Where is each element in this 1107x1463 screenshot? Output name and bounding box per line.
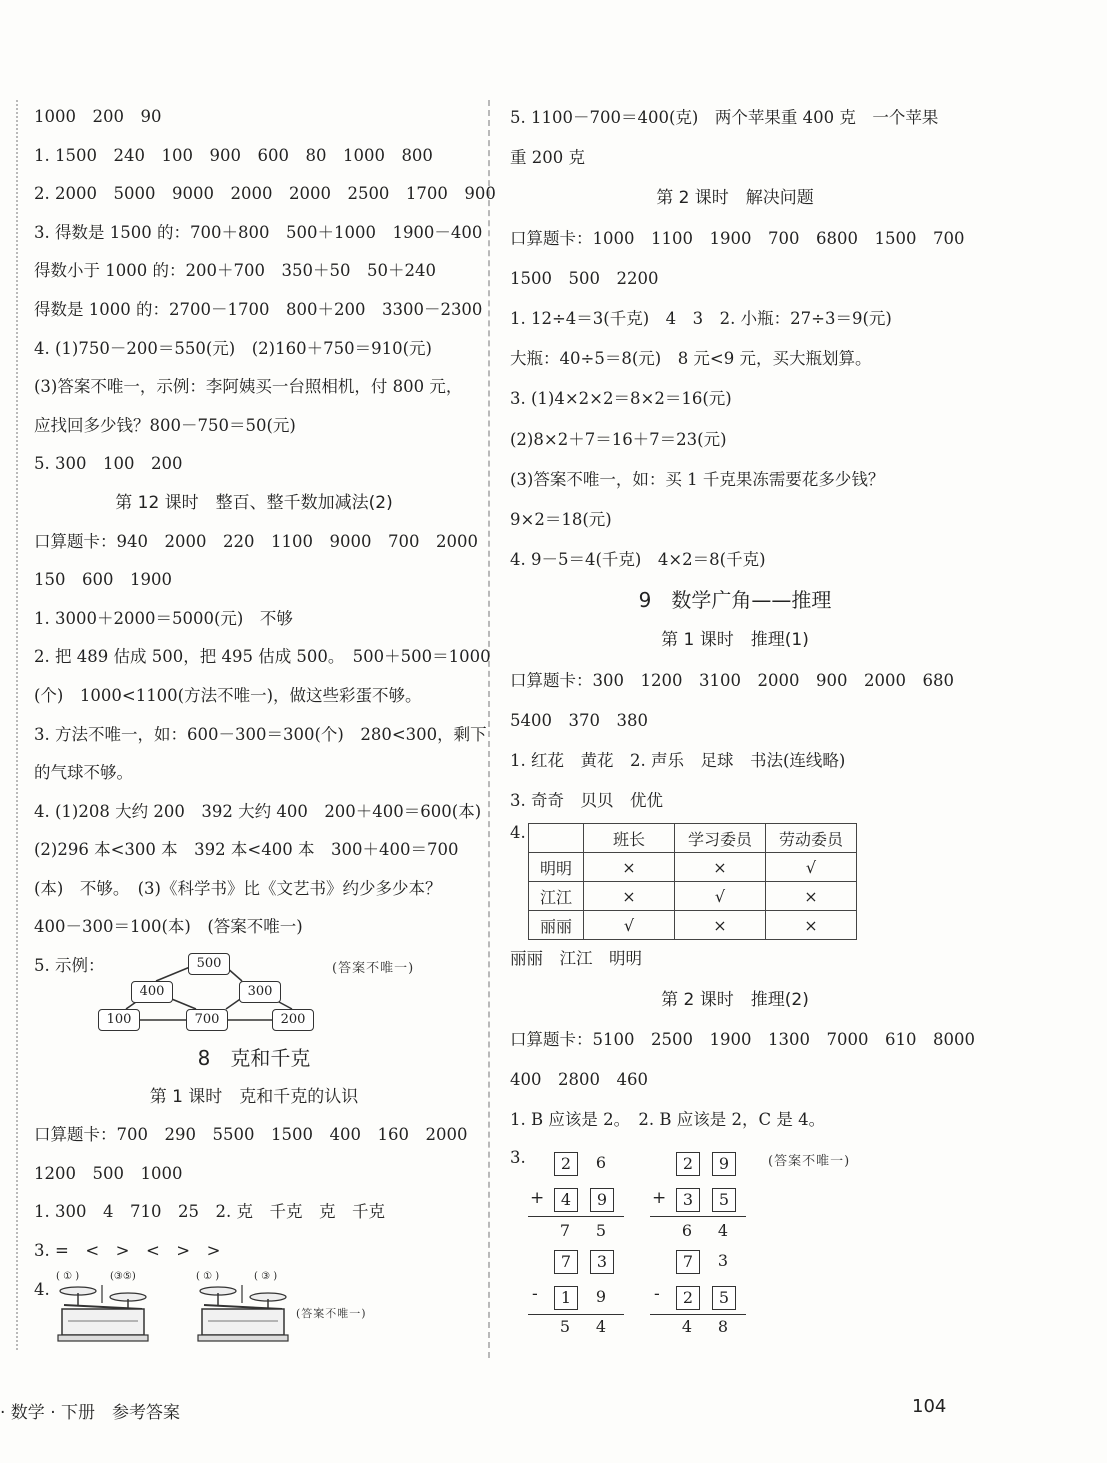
page-number: 104 bbox=[912, 1396, 947, 1417]
row-header: 明明 bbox=[529, 853, 584, 882]
answer-line: 4. 9－5＝4(千克) 4×2＝8(千克) bbox=[510, 550, 766, 570]
table-header-row bbox=[529, 824, 857, 853]
answer-line: 5. 1100－700＝400(克) 两个苹果重 400 克 一个苹果 bbox=[510, 108, 939, 127]
digit: 4 bbox=[681, 1317, 693, 1337]
answer-line: 1500 500 2200 bbox=[510, 268, 659, 288]
digit: 6 bbox=[595, 1153, 607, 1173]
chapter-8-heading: 8 克和千克 bbox=[197, 1046, 311, 1071]
answer-line: 5. 300 100 200 bbox=[34, 454, 183, 474]
blank-digit: 5 bbox=[712, 1188, 736, 1212]
number-tree bbox=[96, 953, 321, 1031]
answer-line: 400－300＝100(本) (答案不唯一) bbox=[34, 917, 303, 937]
answer-line: 1. 红花 黄花 2. 声乐 足球 书法(连线略) bbox=[510, 751, 846, 770]
digit: 8 bbox=[717, 1317, 729, 1337]
q5-note: (答案不唯一) bbox=[332, 961, 415, 977]
q5-diagram-block bbox=[34, 947, 474, 1039]
answer-line: (3)答案不唯一，如：买 1 千克果冻需要花多少钱？ bbox=[510, 469, 885, 489]
answer-line: (个) 1000<1100(方法不唯一)，做这些彩蛋不够。 bbox=[34, 685, 422, 705]
blank-digit: 1 bbox=[554, 1286, 578, 1310]
q3-note: (答案不唯一) bbox=[768, 1154, 851, 1170]
q3-calc-block bbox=[510, 1140, 960, 1337]
row-header: 丽丽 bbox=[529, 911, 584, 940]
blank-digit: 9 bbox=[712, 1152, 736, 1176]
digit: 3 bbox=[717, 1251, 729, 1271]
answer-line: 2. 把 489 估成 500，把 495 估成 500。 500＋500＝1000 bbox=[34, 647, 491, 667]
vertical-calc-2 bbox=[650, 1148, 750, 1337]
blank-digit: 3 bbox=[676, 1188, 700, 1212]
answer-line: 4. (1)208 大约 200 392 大约 400 200＋400＝600(本) bbox=[34, 801, 482, 821]
blank-digit: 4 bbox=[554, 1188, 578, 1212]
q5-label: 5. 示例： bbox=[34, 956, 105, 976]
lesson-9-1-heading: 第 1 课时 推理(1) bbox=[661, 630, 809, 651]
difference-rule bbox=[528, 1314, 624, 1315]
answer-line: 5400 370 380 bbox=[510, 710, 648, 730]
answer-line: 应找回多少钱？800－750＝50(元) bbox=[34, 415, 296, 435]
blank-digit: 2 bbox=[676, 1152, 700, 1176]
table-cell: × bbox=[584, 882, 675, 911]
digit: 4 bbox=[595, 1317, 607, 1337]
answer-line: 3. 奇奇 贝贝 优优 bbox=[510, 791, 663, 811]
blank-digit: 5 bbox=[712, 1286, 736, 1310]
tree-node: 100 bbox=[98, 1009, 140, 1031]
answer-line: 3. = < > < > > bbox=[34, 1241, 221, 1261]
answer-line: 400 2800 460 bbox=[510, 1069, 648, 1089]
lesson-9-2-heading: 第 2 课时 推理(2) bbox=[661, 989, 809, 1010]
blank-digit: 3 bbox=[590, 1250, 614, 1274]
scale-left-label: ( ① ) bbox=[56, 1270, 80, 1282]
answer-line: 4. (1)750－200＝550(元) (2)160＋750＝910(元) bbox=[34, 338, 432, 358]
balance-scale-icon bbox=[54, 1279, 150, 1347]
q3-label: 3. bbox=[510, 1148, 526, 1168]
vertical-calc-1 bbox=[528, 1148, 628, 1337]
answer-line: 口算题卡：940 2000 220 1100 9000 700 2000 bbox=[34, 531, 478, 551]
answer-line: 重 200 克 bbox=[510, 148, 585, 168]
q4-table-block bbox=[510, 821, 960, 939]
digit: 5 bbox=[559, 1317, 571, 1337]
answer-line: 3. (1)4×2×2＝8×2＝16(元) bbox=[510, 389, 732, 409]
sum-rule bbox=[528, 1216, 624, 1217]
table-row bbox=[529, 853, 857, 882]
answer-line: 3. 方法不唯一，如：600－300＝300(个) 280<300，剩下 bbox=[34, 724, 487, 744]
answer-line: (2)296 本<300 本 392 本<400 本 300＋400＝700 bbox=[34, 840, 459, 860]
answer-line: 1000 200 90 bbox=[34, 107, 162, 126]
lesson-1-heading: 第 1 课时 克和千克的认识 bbox=[149, 1086, 359, 1107]
table-cell: √ bbox=[675, 882, 766, 911]
table-row bbox=[529, 882, 857, 911]
sum-rule bbox=[650, 1216, 746, 1217]
table-row bbox=[529, 911, 857, 940]
lesson-2-heading: 第 2 课时 解决问题 bbox=[656, 188, 814, 209]
minus-sign: - bbox=[532, 1284, 538, 1305]
plus-sign: + bbox=[530, 1188, 545, 1209]
minus-sign: - bbox=[654, 1284, 660, 1305]
table-corner-cell bbox=[529, 824, 584, 853]
row-header: 江江 bbox=[529, 882, 584, 911]
answer-line: 大瓶：40÷5＝8(元) 8 元<9 元，买大瓶划算。 bbox=[510, 349, 872, 369]
answer-line: 1. 300 4 710 25 2. 克 千克 克 千克 bbox=[34, 1202, 385, 1222]
table-cell: × bbox=[766, 882, 857, 911]
answer-line: 口算题卡：5100 2500 1900 1300 7000 610 8000 bbox=[510, 1029, 975, 1049]
scale-right-label: (③⑤) bbox=[110, 1270, 136, 1282]
tree-node: 500 bbox=[188, 953, 230, 975]
difference-rule bbox=[650, 1314, 746, 1315]
blank-digit: 7 bbox=[676, 1250, 700, 1274]
tree-node: 700 bbox=[186, 1009, 228, 1031]
answer-line: (2)8×2＋7＝16＋7＝23(元) bbox=[510, 429, 727, 449]
lesson-12-heading: 第 12 课时 整百、整千数加减法(2) bbox=[115, 492, 393, 513]
answer-line: 1. 1500 240 100 900 600 80 1000 800 bbox=[34, 145, 433, 165]
answer-line: 得数是 1000 的：2700－1700 800＋200 3300－2300 bbox=[34, 299, 483, 319]
column-divider bbox=[488, 100, 490, 1358]
digit: 4 bbox=[717, 1221, 729, 1241]
answer-line: 口算题卡：700 290 5500 1500 400 160 2000 bbox=[34, 1125, 468, 1145]
answer-line: 的气球不够。 bbox=[34, 763, 133, 783]
chapter-9-heading: 9 数学广角——推理 bbox=[638, 588, 832, 613]
balance-scale-2 bbox=[194, 1271, 290, 1349]
blank-digit: 2 bbox=[676, 1286, 700, 1310]
q4-label: 4. bbox=[34, 1279, 50, 1299]
blank-digit: 2 bbox=[554, 1152, 578, 1176]
tree-node: 400 bbox=[131, 981, 173, 1003]
table-cell: × bbox=[584, 853, 675, 882]
answer-line: 得数小于 1000 的：200＋700 350＋50 50＋240 bbox=[34, 261, 436, 281]
table-cell: × bbox=[675, 911, 766, 940]
answer-line: 3. 得数是 1500 的：700＋800 500＋1000 1900－400 bbox=[34, 222, 483, 242]
q4-scales-block bbox=[34, 1271, 474, 1353]
column-header: 班长 bbox=[584, 824, 675, 853]
answer-line: 1200 500 1000 bbox=[34, 1163, 183, 1183]
answer-line: (本) 不够。 (3)《科学书》比《文艺书》约少多少本？ bbox=[34, 878, 442, 898]
column-header: 学习委员 bbox=[675, 824, 766, 853]
digit: 9 bbox=[595, 1287, 607, 1307]
q4-label: 4. bbox=[510, 823, 526, 843]
table-cell: √ bbox=[584, 911, 675, 940]
right-column bbox=[510, 98, 975, 1337]
answer-line: 2. 2000 5000 9000 2000 2000 2500 1700 900 bbox=[34, 184, 496, 204]
blank-digit: 9 bbox=[590, 1188, 614, 1212]
balance-scale-icon bbox=[194, 1279, 290, 1347]
tree-node: 200 bbox=[272, 1009, 314, 1031]
tree-node: 300 bbox=[239, 981, 281, 1003]
answer-line: 1. 12÷4＝3(千克) 4 3 2. 小瓶：27÷3＝9(元) bbox=[510, 308, 892, 328]
digit: 5 bbox=[595, 1221, 607, 1241]
table-cell: √ bbox=[766, 853, 857, 882]
digit: 6 bbox=[681, 1221, 693, 1241]
plus-sign: + bbox=[652, 1188, 667, 1209]
answer-line: 口算题卡：300 1200 3100 2000 900 2000 680 bbox=[510, 670, 954, 690]
balance-scale-1 bbox=[54, 1271, 150, 1349]
answer-line: 9×2＝18(元) bbox=[510, 509, 612, 529]
answer-line: 150 600 1900 bbox=[34, 570, 172, 590]
column-header: 劳动委员 bbox=[766, 824, 857, 853]
reasoning-table bbox=[528, 823, 857, 940]
digit: 7 bbox=[559, 1221, 571, 1241]
answer-line: (3)答案不唯一，示例：李阿姨买一台照相机，付 800 元， bbox=[34, 377, 463, 397]
table-answer-line: 丽丽 江江 明明 bbox=[510, 949, 642, 969]
binding-edge bbox=[16, 100, 18, 1350]
answer-line: 1. B 应该是 2。 2. B 应该是 2，C 是 4。 bbox=[510, 1110, 826, 1130]
scale-right-label: ( ③ ) bbox=[254, 1270, 278, 1282]
scale-left-label: ( ① ) bbox=[196, 1270, 220, 1282]
answer-line: 1. 3000＋2000＝5000(元) 不够 bbox=[34, 608, 293, 628]
left-column bbox=[34, 98, 496, 1353]
q4-note: (答案不唯一) bbox=[296, 1306, 367, 1320]
answer-line: 口算题卡：1000 1100 1900 700 6800 1500 700 bbox=[510, 228, 965, 248]
footer-book-title: · 数学 · 下册 参考答案 bbox=[0, 1403, 181, 1423]
table-cell: × bbox=[675, 853, 766, 882]
blank-digit: 7 bbox=[554, 1250, 578, 1274]
table-cell: × bbox=[766, 911, 857, 940]
